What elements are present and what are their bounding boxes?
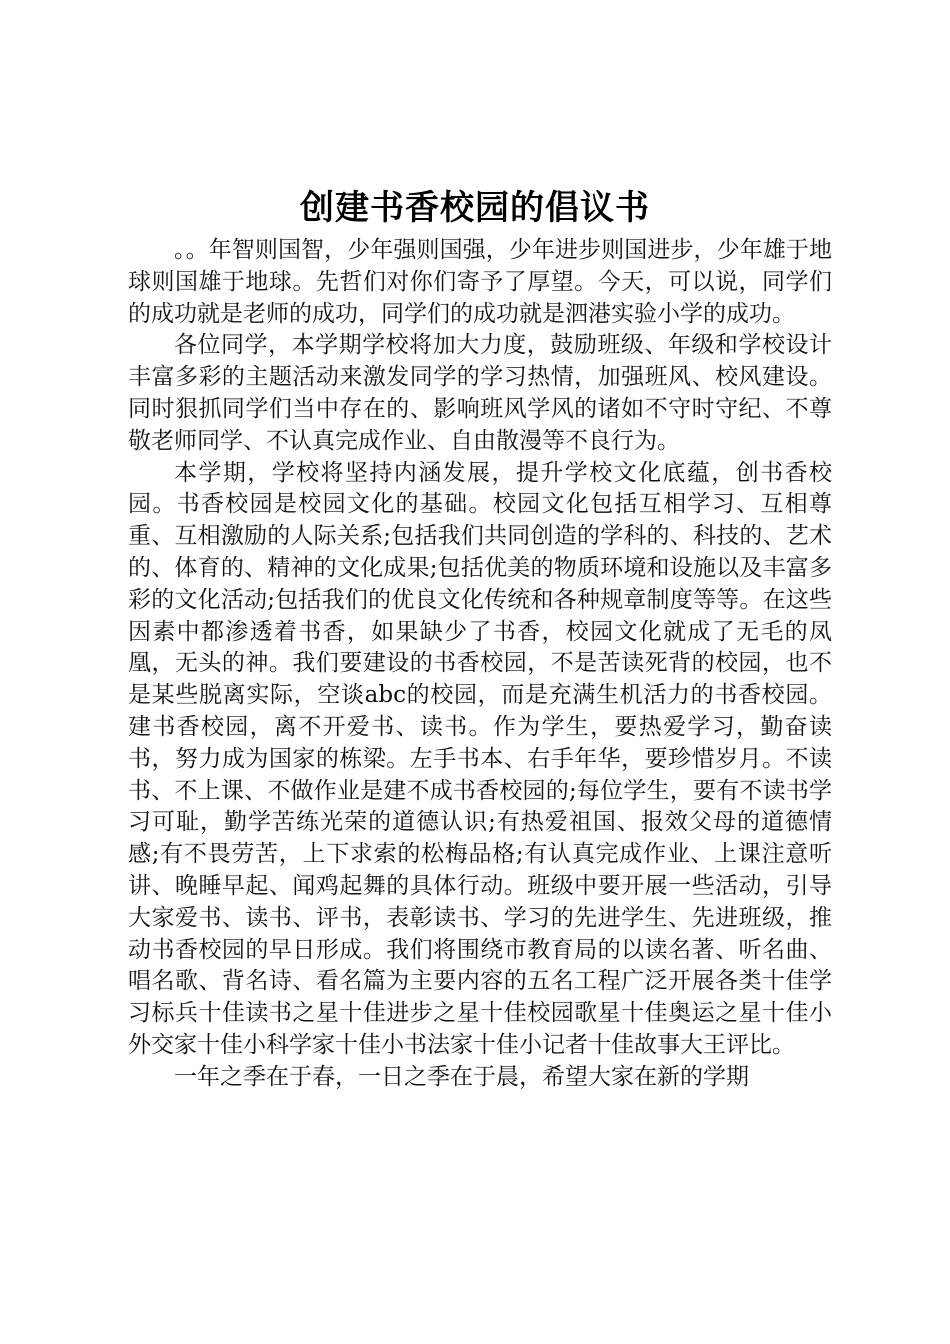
document-title: 创建书香校园的倡议书 bbox=[300, 188, 650, 228]
paragraph-1: 。。年智则国智，少年强则国强，少年进步则国进步，少年雄于地球则国雄于地球。先哲们对你们寄予了厚望。今天，可以说，同学们的成功就是老师的成功，同学们的成功就是泗港实验小学的成功。 bbox=[128, 237, 832, 327]
paragraph-4: 一年之季在于春，一日之季在于晨，希望大家在新的学期 bbox=[174, 1063, 749, 1090]
document-body bbox=[128, 235, 832, 1094]
paragraph-2: 各位同学，本学期学校将加大力度，鼓励班级、年级和学校设计丰富多彩的主题活动来激发同学的学习热情，加强班风、校风建设。同时狠抓同学们当中存在的、影响班风学风的诸如不守时守纪、不尊敬老师同学、不认真完成作业、自由散漫等不良行为。 bbox=[128, 332, 832, 454]
paragraph-3: 本学期，学校将坚持内涵发展，提升学校文化底蕴，创书香校园。书香校园是校园文化的基础。校园文化包括互相学习、互相尊重、互相激励的人际关系;包括我们共同创造的学科的、科技的、艺术的、体育的、精神的文化成果;包括优美的物质环境和设施以及丰富多彩的文化活动;包括我们的优良文化传统和各种规章制度等等。在这些因素中都渗透着书香，如果缺少了书香，校园文化就成了无毛的凤凰，无头的神。我们要建设的书香校园，不是苦读死背的校园，也不是某些脱离实际，空谈abc的校园，而是充满生机活力的书香校园。建书香校园，离不开爱书、读书。作为学生，要热爱学习，勤奋读书，努力成为国家的栋梁。左手书本、右手年华，要珍惜岁月。不读书、不上课、不做作业是建不成书香校园的;每位学生，要有不读书学习可耻，勤学苦练光荣的道德认识;有热爱祖国、报效父母的道德情感;有不畏劳苦，上下求索的松梅品格;有认真完成作业、上课注意听讲、晚睡早起、闻鸡起舞的具体行动。班级中要开展一些活动，引导大家爱书、读书、评书，表彰读书、学习的先进学生、先进班级，推动书香校园的早日形成。我们将围绕市教育局的以读名著、听名曲、唱名歌、背名诗、看名篇为主要内容的五名工程广泛开展各类十佳学习标兵十佳读书之星十佳进步之星十佳校园歌星十佳奥运之星十佳小外交家十佳小科学家十佳小书法家十佳小记者十佳故事大王评比。 bbox=[128, 459, 832, 1058]
